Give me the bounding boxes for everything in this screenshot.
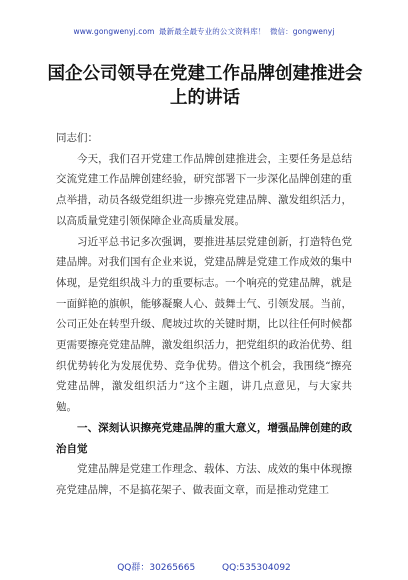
wechat-text: 微信：gongwenyj bbox=[269, 27, 335, 36]
paragraph-intro: 今天，我们召开党建工作品牌创建推进会，主要任务是总结交流党建工作品牌创建经验，研究部署下一步深化品牌创建的重点举措，动员各级党组织进一步擦亮党建品牌、激发组织活力，以高质量党建引领保障企业高质量发展。 bbox=[56, 152, 352, 227]
salutation: 同志们： bbox=[56, 132, 98, 144]
qq-contact-text: QQ:535304092 bbox=[222, 563, 291, 573]
slogan-text: 最新最全最专业的公文资料库！ bbox=[159, 27, 266, 36]
document-title: 国企公司领导在党建工作品牌创建推进会上的讲话 bbox=[47, 64, 363, 108]
section-heading-1: 一、深刻认识擦亮党建品牌的重大意义，增强品牌创建的政治自觉 bbox=[56, 421, 352, 455]
qq-group-text: QQ群：30265665 bbox=[117, 563, 196, 573]
page-footer bbox=[0, 560, 408, 573]
site-link[interactable]: www.gongwenyj.com bbox=[73, 27, 155, 36]
paragraph-context: 习近平总书记多次强调，要推进基层党建创新，打造特色党建品牌。对我们国有企业来说，党建品牌是党建工作成效的集中体现，是党组织战斗力的重要标志。一个响亮的党建品牌，就是一面鲜艳的旗帜，能够凝聚人心、鼓舞士气、引领发展。当前，公司正处在转型升级、爬坡过坎的关键时期，比以往任何时候都更需要擦亮党建品牌，激发组织活力，把党组织的政治优势、组织优势转化为发展优势、竞争优势。借这个机会，我围绕“擦亮党建品牌，激发组织活力”这个主题，讲几点意见，与大家共勉。 bbox=[56, 235, 352, 414]
paragraph-section-1: 党建品牌是党建工作理念、载体、方法、成效的集中体现擦亮党建品牌，不是搞花架子、做表面文章，而是推动党建工 bbox=[56, 463, 352, 496]
document-body bbox=[56, 128, 352, 501]
page-header bbox=[0, 26, 408, 37]
